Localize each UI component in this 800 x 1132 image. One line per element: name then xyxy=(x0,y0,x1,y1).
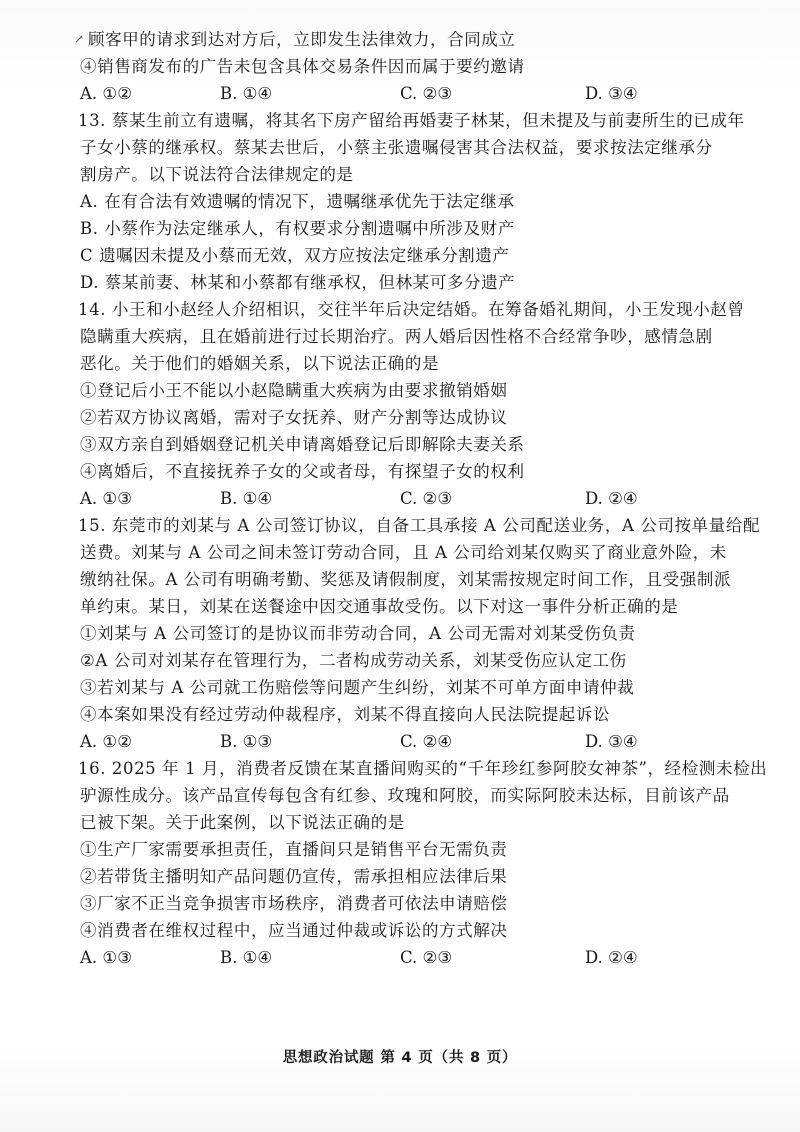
q14-option-d: D. ②④ xyxy=(585,489,638,508)
q16-stem-line-3: 已被下架。关于此案例，以下说法正确的是 xyxy=(80,813,405,832)
q13-option-c: C 遗嘱因未提及小蔡而无效，双方应按法定继承分割遗产 xyxy=(80,246,510,265)
q15-option-b: B. ①③ xyxy=(220,732,273,751)
q14-statement-3: ③双方亲自到婚姻登记机关申请离婚登记后即解除夫妻关系 xyxy=(80,435,525,454)
q15-statement-4: ④本案如果没有经过劳动仲裁程序，刘某不得直接向人民法院提起诉讼 xyxy=(80,705,611,724)
q15-option-d: D. ③④ xyxy=(585,732,638,751)
prev-option-c: C. ②③ xyxy=(400,84,453,103)
q15-stem-line-3: 缴纳社保。A 公司有明确考勤、奖惩及请假制度，刘某需按规定时间工作，且受强制派 xyxy=(80,570,732,589)
q14-options xyxy=(80,487,680,511)
q16-option-c: C. ②③ xyxy=(400,948,453,967)
prev-option-a: A. ①② xyxy=(80,84,132,103)
q13-stem-line-3: 割房产。以下说法符合法律规定的是 xyxy=(80,165,354,184)
q14-stem-line-2: 隐瞒重大疾病，且在婚前进行过长期治疗。两人婚后因性格不合经常争吵，感情急剧 xyxy=(80,327,713,346)
prev-option-b: B. ①④ xyxy=(220,84,273,103)
q15-option-c: C. ②④ xyxy=(400,732,453,751)
q13-option-b: B. 小蔡作为法定继承人，有权要求分割遗嘱中所涉及财产 xyxy=(80,219,515,238)
q15-statement-3: ③若刘某与 A 公司就工伤赔偿等问题产生纠纷，刘某不可单方面申请仲裁 xyxy=(80,678,635,697)
q16-option-b: B. ①④ xyxy=(220,948,273,967)
q15-stem-line-2: 送费。刘某与 A 公司之间未签订劳动合同，且 A 公司给刘某仅购买了商业意外险，未 xyxy=(80,543,727,562)
q13-option-a: A. 在有合法有效遗嘱的情况下，遗嘱继承优先于法定继承 xyxy=(80,192,515,211)
q16-options xyxy=(80,946,680,970)
q14-option-a: A. ①③ xyxy=(80,489,132,508)
q15-stem-line-1: 15. 东莞市的刘某与 A 公司签订协议，自备工具承接 A 公司配送业务，A 公司按单量给配 xyxy=(78,516,761,535)
scan-artifact-icon: ↗ xyxy=(74,32,85,46)
q15-statement-1: ①刘某与 A 公司签订的是协议而非劳动合同，A 公司无需对刘某受伤负责 xyxy=(80,624,636,643)
q16-statement-4: ④消费者在维权过程中，应当通过仲裁或诉讼的方式解决 xyxy=(80,921,508,940)
q15-options xyxy=(80,730,680,754)
q14-statement-2: ②若双方协议离婚，需对子女抚养、财产分割等达成协议 xyxy=(80,408,508,427)
q16-statement-2: ②若带货主播明知产品问题仍宣传，需承担相应法律后果 xyxy=(80,867,508,886)
q16-statement-3: ③厂家不正当竞争损害市场秩序，消费者可依法申请赔偿 xyxy=(80,894,508,913)
prev-option-d: D. ③④ xyxy=(585,84,638,103)
q14-stem-line-3: 恶化。关于他们的婚姻关系，以下说法正确的是 xyxy=(80,354,440,373)
q15-statement-2: ②A 公司对刘某存在管理行为，二者构成劳动关系，刘某受伤应认定工伤 xyxy=(80,651,627,670)
q16-option-d: D. ②④ xyxy=(585,948,638,967)
q16-stem-line-2: 驴源性成分。该产品宣传每包含有红参、玫瑰和阿胶，而实际阿胶未达标，目前该产品 xyxy=(80,786,730,805)
q16-statement-1: ①生产厂家需要承担责任，直播间只是销售平台无需负责 xyxy=(80,840,508,859)
prev-options xyxy=(80,82,680,106)
q13-option-d: D. 蔡某前妻、林某和小蔡都有继承权，但林某可多分遗产 xyxy=(80,273,516,292)
prev-statement-4: ④销售商发布的广告未包含具体交易条件因而属于要约邀请 xyxy=(80,57,525,76)
page-footer: 思想政治试题 第 4 页（共 8 页） xyxy=(282,1050,518,1066)
q16-option-a: A. ①③ xyxy=(80,948,132,967)
q14-option-b: B. ①④ xyxy=(220,489,273,508)
q14-statement-1: ①登记后小王不能以小赵隐瞒重大疾病为由要求撤销婚姻 xyxy=(80,381,508,400)
q16-stem-line-1: 16. 2025 年 1 月，消费者反馈在某直播间购买的“千年珍红参阿胶女神茶”，经检测未检出 xyxy=(78,759,768,778)
q13-stem-line-2: 子女小蔡的继承权。蔡某去世后，小蔡主张遗嘱侵害其合法权益，要求按法定继承分 xyxy=(80,138,713,157)
prev-statement-3: 顾客甲的请求到达对方后，立即发生法律效力，合同成立 xyxy=(88,30,516,49)
q14-statement-4: ④离婚后，不直接抚养子女的父或者母，有探望子女的权利 xyxy=(80,462,525,481)
q14-option-c: C. ②③ xyxy=(400,489,453,508)
q14-stem-line-1: 14. 小王和小赵经人介绍相识，交往半年后决定结婚。在筹备婚礼期间，小王发现小赵曾 xyxy=(78,300,745,319)
q15-option-a: A. ①② xyxy=(80,732,132,751)
q13-stem-line-1: 13. 蔡某生前立有遗嘱，将其名下房产留给再婚妻子林某，但未提及与前妻所生的已成年 xyxy=(78,111,745,130)
q15-stem-line-4: 单约束。某日，刘某在送餐途中因交通事故受伤。以下对这一事件分析正确的是 xyxy=(80,597,679,616)
